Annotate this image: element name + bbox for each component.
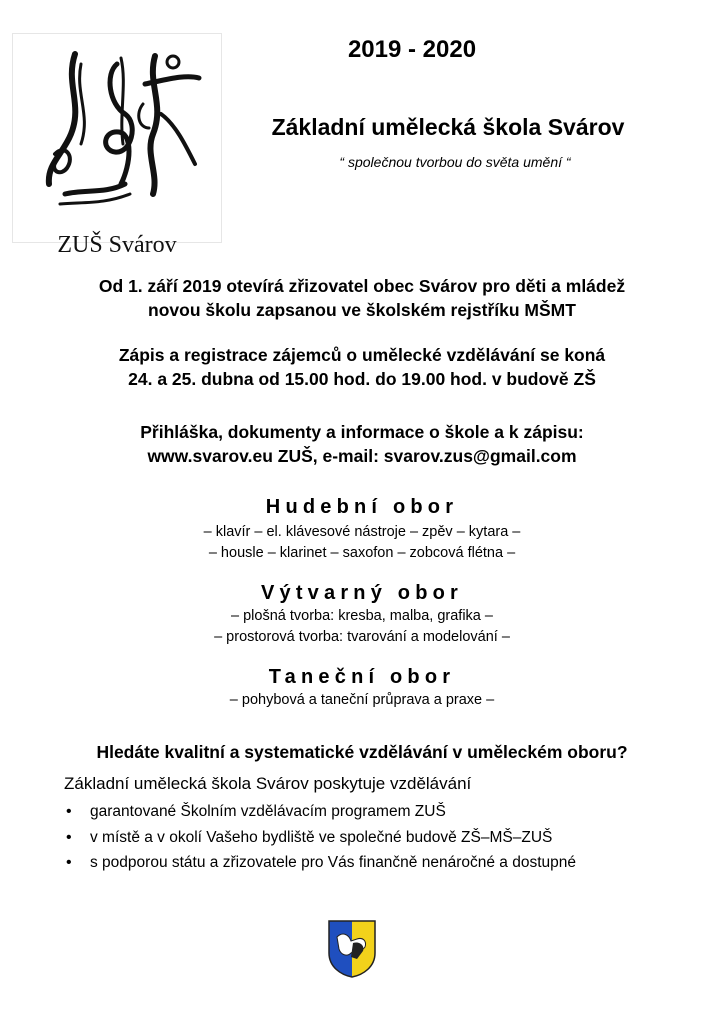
- closing-question: Hledáte kvalitní a systematické vzdělávání v uměleckém oboru?: [96, 742, 628, 762]
- obor-line: – prostorová tvorba: tvarování a modelování –: [214, 629, 510, 645]
- list-item-text: s podporou státu a zřizovatele pro Vás finančně nenáročné a dostupné: [90, 854, 576, 871]
- bullet-icon: •: [66, 854, 72, 871]
- bullet-icon: •: [66, 803, 72, 820]
- school-name: Základní umělecká škola Svárov: [271, 114, 625, 140]
- closing-intro: Základní umělecká škola Svárov poskytuje vzdělávání: [64, 774, 472, 793]
- bullet-icon: •: [66, 828, 72, 846]
- obor-line: – plošná tvorba: kresba, malba, grafika –: [231, 608, 493, 624]
- contact-info: [20, 420, 704, 468]
- school-motto: “ společnou tvorbou do světa umění “: [339, 154, 571, 170]
- music-notes-figures-logo-icon: [35, 44, 205, 214]
- registration-info: [20, 343, 704, 391]
- logo-text: ZUŠ Svárov: [57, 232, 177, 258]
- svarov-coat-of-arms-icon: [327, 919, 377, 979]
- obor-title-vytvarny: Výtvarný obor: [260, 582, 464, 604]
- contact-line: Přihláška, dokumenty a informace o škole a k zápisu:: [140, 422, 584, 442]
- list-item-text: v místě a v okolí Vašeho bydliště ve společné budově ZŠ–MŠ–ZUŠ: [90, 828, 553, 846]
- announcement: [20, 274, 704, 322]
- registration-line: 24. a 25. dubna od 15.00 hod. do 19.00 hod. v budově ZŠ: [128, 369, 596, 389]
- list-item-text: garantované Školním vzdělávacím programem ZUŠ: [90, 803, 446, 820]
- list-item: [64, 853, 704, 879]
- zus-logo: [12, 33, 222, 258]
- benefits-list: [64, 802, 704, 879]
- list-item: [64, 802, 704, 828]
- registration-line: Zápis a registrace zájemců o umělecké vzdělávání se koná: [118, 345, 606, 365]
- announcement-line: Od 1. září 2019 otevírá zřizovatel obec Svárov pro děti a mládež: [98, 276, 626, 296]
- obor-title-tanecni: Taneční obor: [268, 666, 456, 688]
- obor-title-hudebni: Hudební obor: [265, 496, 459, 518]
- announcement-line: novou školu zapsanou ve školském rejstříku MŠMT: [148, 300, 576, 320]
- school-year: 2019 - 2020: [347, 36, 477, 63]
- obor-line: – pohybová a taneční průprava a praxe –: [229, 692, 495, 708]
- list-item: [64, 828, 704, 854]
- obor-line: – klavír – el. klávesové nástroje – zpěv – kytara –: [203, 524, 521, 540]
- obor-line: – housle – klarinet – saxofon – zobcová flétna –: [208, 545, 516, 561]
- contact-line: www.svarov.eu ZUŠ, e-mail: svarov.zus@gmail.com: [147, 446, 577, 466]
